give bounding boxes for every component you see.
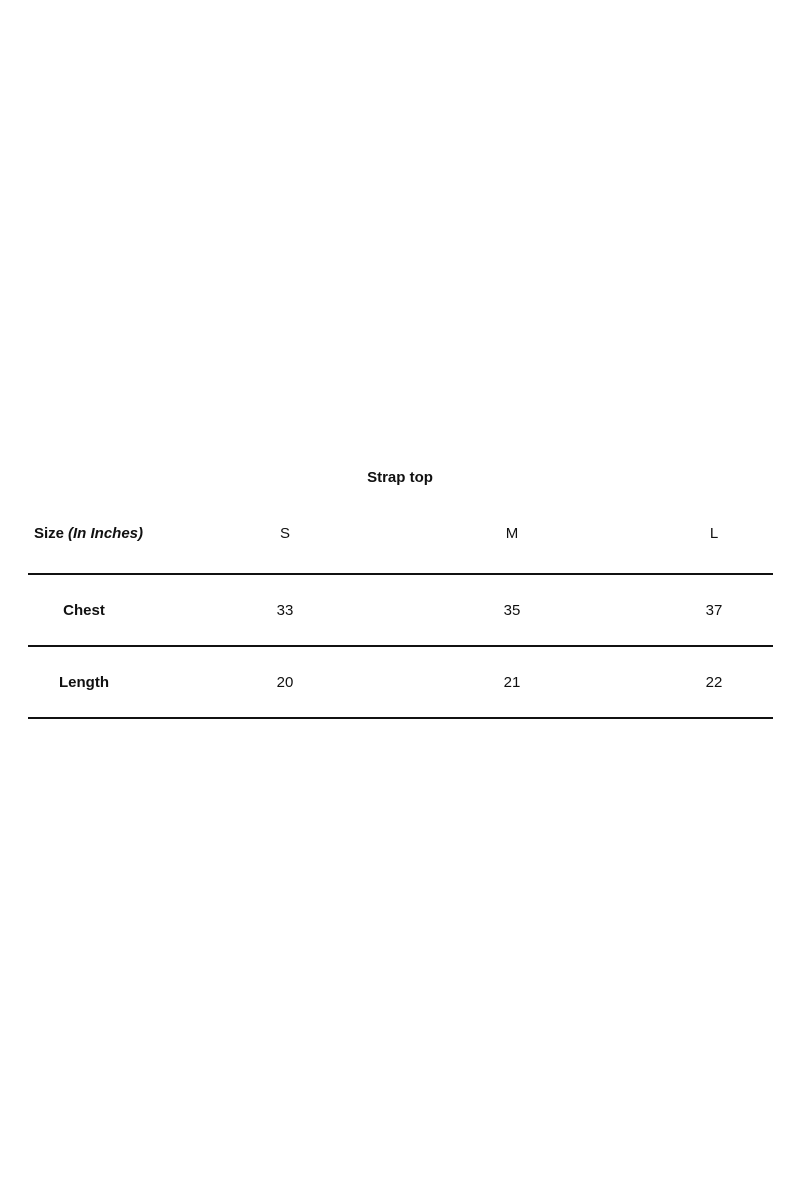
size-header-label: Size bbox=[34, 524, 65, 542]
table-row-length bbox=[28, 647, 773, 719]
size-header-m: M bbox=[505, 524, 519, 542]
size-chart-title: Strap top bbox=[367, 469, 433, 486]
row-label-chest: Chest bbox=[63, 601, 105, 619]
chest-value-s: 33 bbox=[276, 601, 294, 619]
length-value-l: 22 bbox=[705, 673, 723, 691]
size-chart-table bbox=[28, 500, 773, 719]
chest-value-l: 37 bbox=[705, 601, 723, 619]
header-label-cell bbox=[34, 500, 194, 566]
length-value-s: 20 bbox=[276, 673, 294, 691]
size-header-l: L bbox=[709, 524, 719, 542]
length-value-m: 21 bbox=[503, 673, 521, 691]
size-header-s: S bbox=[279, 524, 290, 542]
chest-value-m: 35 bbox=[503, 601, 521, 619]
table-header-row bbox=[28, 500, 773, 575]
unit-note: (In Inches) bbox=[68, 524, 144, 542]
row-label-length: Length bbox=[59, 673, 109, 691]
table-row-chest bbox=[28, 575, 773, 647]
